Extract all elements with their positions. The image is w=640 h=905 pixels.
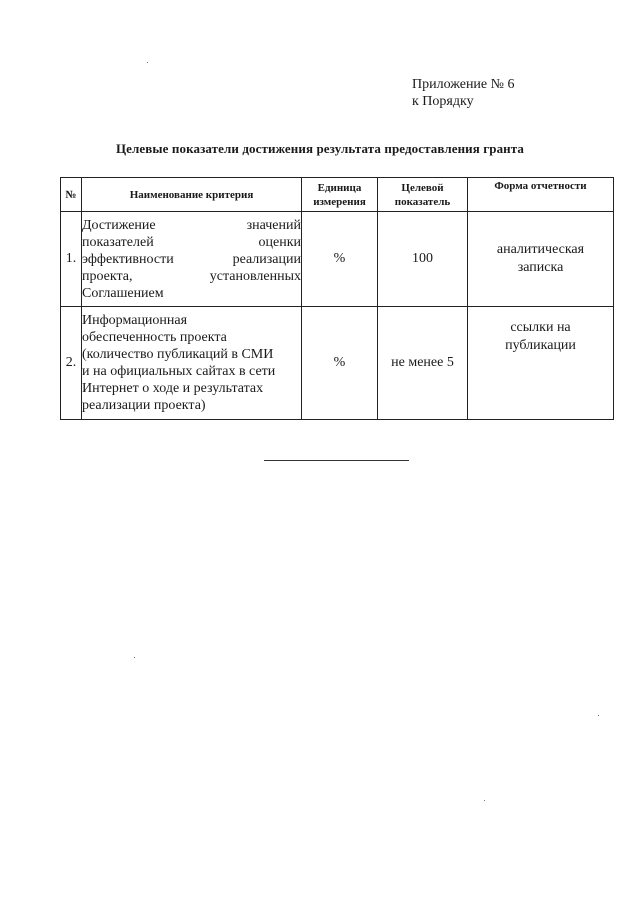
criteria-table [60, 177, 614, 420]
criterion-name-line: Соглашением [82, 285, 164, 301]
document-title: Целевые показатели достижения результата предоставления гранта [115, 141, 525, 156]
criterion-name-line: реализации проекта) [82, 398, 206, 413]
criterion-name-line: показателей оценки [82, 234, 301, 250]
report-form-cell [468, 307, 614, 420]
appendix-note [412, 76, 515, 110]
row-number: 2. [61, 307, 82, 420]
report-form-cell [468, 212, 614, 307]
header-target: Целевой показатель [378, 178, 468, 212]
report-form-line: ссылки на [510, 320, 571, 335]
header-report-form: Форма отчетности [468, 178, 614, 212]
report-form-line: записка [517, 260, 564, 275]
unit-cell: % [302, 307, 378, 420]
criterion-name [82, 212, 302, 307]
criterion-name-line: эффективности реализации [82, 251, 301, 267]
scan-speck [598, 715, 599, 716]
criterion-name-line: Достижение значений [82, 217, 301, 233]
criterion-name-line: Интернет о ходе и результатах [82, 381, 264, 396]
target-cell: не менее 5 [378, 307, 468, 420]
scan-speck [147, 62, 148, 63]
header-unit: Единица измерения [302, 178, 378, 212]
table-row [61, 307, 614, 420]
report-form-line: публикации [505, 338, 576, 353]
report-form-line: аналитическая [496, 242, 585, 257]
criterion-name-line: (количество публикаций в СМИ [82, 347, 274, 362]
header-number: № [61, 178, 82, 212]
scan-speck [484, 800, 485, 801]
criterion-name-line: проекта, установленных [82, 268, 301, 284]
scan-speck [134, 657, 135, 658]
target-cell: 100 [378, 212, 468, 307]
table-header-row [61, 178, 614, 212]
appendix-number: Приложение № 6 [412, 77, 515, 92]
appendix-reference: к Порядку [412, 94, 474, 109]
criterion-name-line: и на официальных сайтах в сети [82, 364, 276, 379]
criterion-name-line: обеспеченность проекта [82, 330, 227, 345]
unit-cell: % [302, 212, 378, 307]
closing-divider [264, 460, 409, 461]
table-row [61, 212, 614, 307]
criterion-name [82, 307, 302, 420]
row-number: 1. [61, 212, 82, 307]
criterion-name-line: Информационная [82, 313, 188, 328]
header-criterion-name: Наименование критерия [82, 178, 302, 212]
